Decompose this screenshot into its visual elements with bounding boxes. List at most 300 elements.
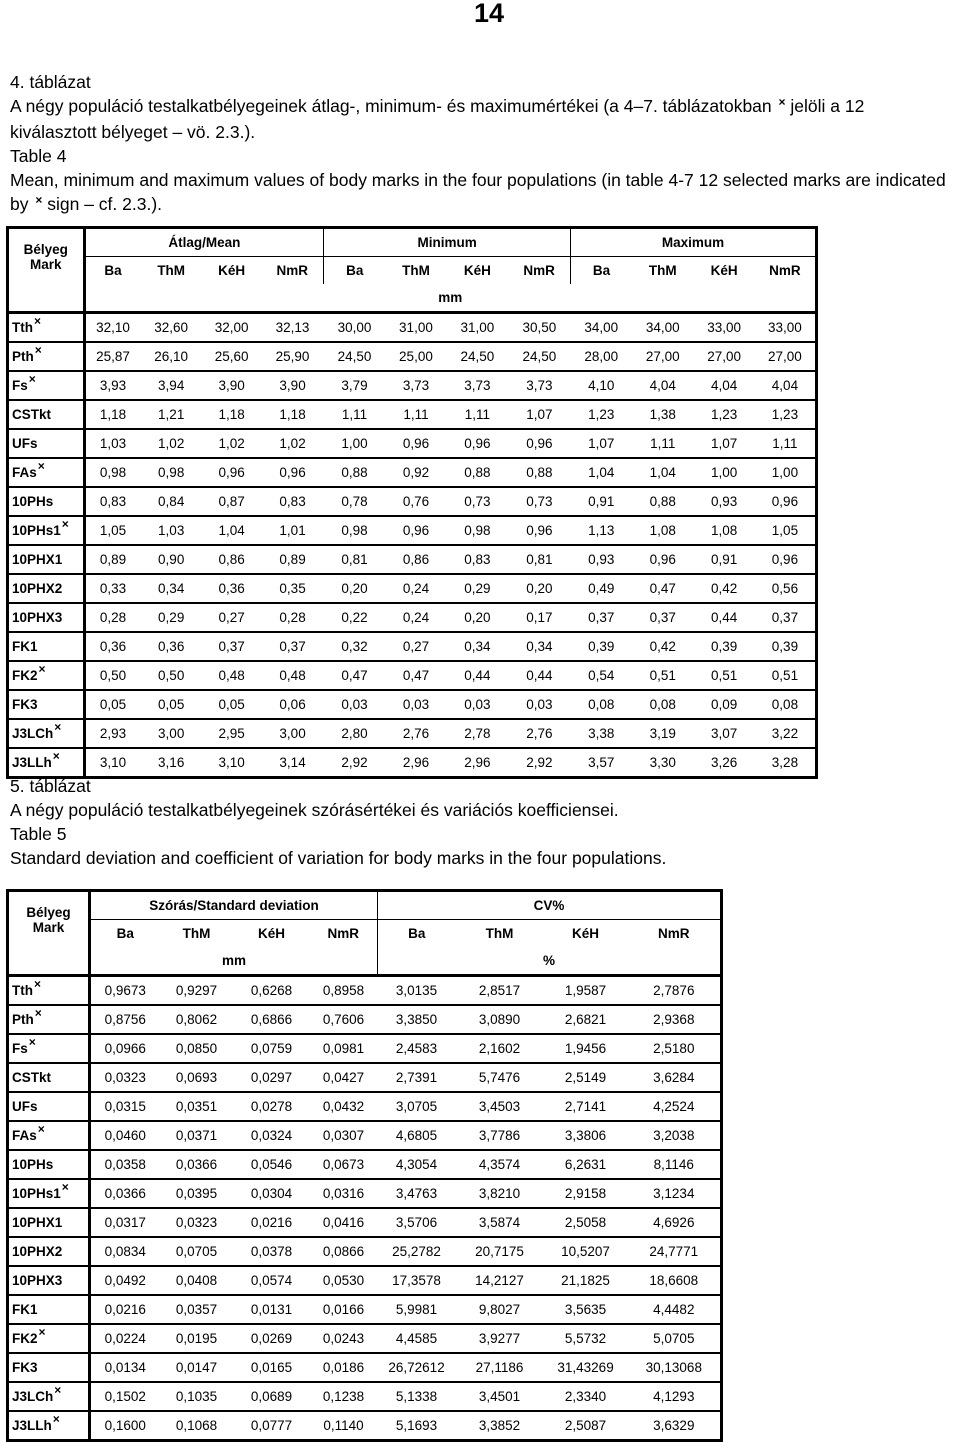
table-row: [8, 1005, 722, 1034]
table-cell: 3,16: [140, 748, 201, 778]
x-mark-icon: ×: [28, 372, 36, 386]
table-row: [8, 1063, 722, 1092]
row-label: J3LLh×: [8, 748, 85, 778]
table-cell: 25,60: [202, 342, 261, 371]
table-cell: 1,02: [140, 429, 201, 458]
table-cell: 0,9297: [160, 976, 234, 1006]
table-cell: 0,1502: [90, 1382, 160, 1411]
group-header-minimum: Minimum: [324, 228, 571, 257]
table-cell: 0,36: [202, 574, 261, 603]
table-cell: 0,42: [693, 574, 754, 603]
table-cell: 0,0166: [310, 1295, 378, 1324]
table-cell: 1,02: [261, 429, 323, 458]
table-row: [8, 1208, 722, 1237]
table-cell: 34,00: [632, 313, 693, 343]
table-cell: 3,28: [755, 748, 817, 778]
table-row: [8, 1034, 722, 1063]
table-cell: 0,0673: [310, 1150, 378, 1179]
table-cell: 0,03: [508, 690, 570, 719]
table-cell: 0,20: [324, 574, 385, 603]
unit-label: mm: [438, 290, 463, 305]
table-cell: 0,0378: [234, 1237, 310, 1266]
table-cell: 3,5635: [544, 1295, 628, 1324]
table-cell: 0,8062: [160, 1005, 234, 1034]
table-cell: 0,96: [385, 516, 446, 545]
table-cell: 3,90: [261, 371, 323, 400]
table-cell: 4,2524: [628, 1092, 722, 1121]
table-cell: 3,2038: [628, 1121, 722, 1150]
table-cell: 6,2631: [544, 1150, 628, 1179]
table-cell: 0,88: [632, 487, 693, 516]
table-cell: 3,73: [385, 371, 446, 400]
table-cell: 0,0216: [90, 1295, 160, 1324]
table-cell: 1,01: [261, 516, 323, 545]
x-mark-icon: ×: [54, 720, 62, 734]
table-cell: 0,96: [447, 429, 508, 458]
table-cell: 0,1035: [160, 1382, 234, 1411]
table-cell: 0,44: [508, 661, 570, 690]
table-cell: 0,0966: [90, 1034, 160, 1063]
table-cell: 0,0574: [234, 1266, 310, 1295]
table-cell: 25,87: [84, 342, 140, 371]
table-cell: 0,1140: [310, 1411, 378, 1441]
table-cell: 0,22: [324, 603, 385, 632]
table-cell: 0,05: [202, 690, 261, 719]
row-label: FAs×: [8, 458, 85, 487]
table-cell: 2,93: [84, 719, 140, 748]
table-cell: 1,00: [324, 429, 385, 458]
table-cell: 1,21: [140, 400, 201, 429]
table-cell: 0,0366: [160, 1150, 234, 1179]
table-cell: 0,37: [632, 603, 693, 632]
table-cell: 5,1338: [378, 1382, 456, 1411]
table-cell: 0,73: [447, 487, 508, 516]
row-label: Pth×: [8, 1005, 90, 1034]
table-cell: 0,84: [140, 487, 201, 516]
table-cell: 3,93: [84, 371, 140, 400]
table-cell: 2,5180: [628, 1034, 722, 1063]
table-cell: 0,91: [571, 487, 632, 516]
table-cell: 1,23: [755, 400, 817, 429]
table-cell: 0,20: [508, 574, 570, 603]
table-cell: 0,1238: [310, 1382, 378, 1411]
table-cell: 0,0366: [90, 1179, 160, 1208]
table-cell: 26,72612: [378, 1353, 456, 1382]
table-cell: 0,54: [571, 661, 632, 690]
x-mark-icon: ×: [34, 1006, 42, 1020]
table-cell: 2,6821: [544, 1005, 628, 1034]
x-mark-icon: ×: [35, 193, 43, 207]
table-cell: 0,81: [324, 545, 385, 574]
table-cell: 0,83: [447, 545, 508, 574]
row-label: 10PHs1×: [8, 1179, 90, 1208]
table-cell: 4,3574: [456, 1150, 544, 1179]
table-cell: 0,98: [324, 516, 385, 545]
table-cell: 27,00: [755, 342, 817, 371]
table-cell: 0,89: [261, 545, 323, 574]
table-cell: 3,4503: [456, 1092, 544, 1121]
x-mark-icon: ×: [54, 1383, 62, 1397]
table-cell: 0,0834: [90, 1237, 160, 1266]
table-cell: 1,11: [755, 429, 817, 458]
table-cell: 1,05: [755, 516, 817, 545]
table-cell: 0,05: [84, 690, 140, 719]
table-cell: 3,26: [693, 748, 754, 778]
table-cell: 1,11: [447, 400, 508, 429]
table-cell: 0,98: [84, 458, 140, 487]
table-cell: 0,0530: [310, 1266, 378, 1295]
table-cell: 0,1068: [160, 1411, 234, 1441]
table-cell: 2,7141: [544, 1092, 628, 1121]
table-cell: 0,47: [632, 574, 693, 603]
unit-label-percent: %: [378, 947, 722, 976]
table-row: [8, 545, 817, 574]
table-cell: 4,4585: [378, 1324, 456, 1353]
table-cell: 26,10: [140, 342, 201, 371]
table-cell: 0,17: [508, 603, 570, 632]
table-cell: 0,0432: [310, 1092, 378, 1121]
table-cell: 27,00: [632, 342, 693, 371]
table-cell: 0,0358: [90, 1150, 160, 1179]
table-cell: 30,00: [324, 313, 385, 343]
row-label: FK2×: [8, 661, 85, 690]
table-cell: 0,96: [508, 429, 570, 458]
column-header: KéH: [257, 926, 285, 941]
table-cell: 0,28: [261, 603, 323, 632]
table-cell: 0,44: [693, 603, 754, 632]
table-cell: 0,0323: [160, 1208, 234, 1237]
table-cell: 21,1825: [544, 1266, 628, 1295]
table-row: [8, 1121, 722, 1150]
table-cell: 1,07: [508, 400, 570, 429]
table-cell: 2,96: [385, 748, 446, 778]
table-cell: 0,0357: [160, 1295, 234, 1324]
row-label: FK2×: [8, 1324, 90, 1353]
table5-title-hu: 5. táblázat: [10, 776, 91, 796]
table-row: [8, 1150, 722, 1179]
table-cell: 4,3054: [378, 1150, 456, 1179]
table-cell: 0,08: [755, 690, 817, 719]
table-cell: 0,0324: [234, 1121, 310, 1150]
table5-text-hu: A négy populáció testalkatbélyegeinek szórásértékei és variációs koefficiensei.: [10, 800, 619, 820]
column-header: KéH: [463, 263, 491, 278]
table-cell: 1,04: [632, 458, 693, 487]
mark-header: Bélyeg Mark: [8, 891, 90, 948]
table-cell: 1,08: [632, 516, 693, 545]
table-row: [8, 690, 817, 719]
table-row: [8, 1179, 722, 1208]
table-cell: 0,0316: [310, 1179, 378, 1208]
table-cell: 0,0323: [90, 1063, 160, 1092]
table-cell: 3,3852: [456, 1411, 544, 1441]
table-cell: 24,50: [324, 342, 385, 371]
table-cell: 0,0195: [160, 1324, 234, 1353]
table-cell: 27,1186: [456, 1353, 544, 1382]
x-mark-icon: ×: [52, 749, 60, 763]
table-cell: 2,92: [508, 748, 570, 778]
table-cell: 0,08: [632, 690, 693, 719]
row-label: CSTkt: [8, 1063, 90, 1092]
table-cell: 34,00: [571, 313, 632, 343]
unit-label-mm: mm: [222, 953, 247, 968]
table-cell: 0,88: [447, 458, 508, 487]
table-cell: 25,90: [261, 342, 323, 371]
table-cell: 3,5874: [456, 1208, 544, 1237]
table-cell: 20,7175: [456, 1237, 544, 1266]
table-cell: 0,98: [447, 516, 508, 545]
table-cell: 32,13: [261, 313, 323, 343]
table4-title-hu: 4. táblázat: [10, 72, 91, 92]
table-cell: 0,96: [385, 429, 446, 458]
table-cell: 0,88: [324, 458, 385, 487]
table-cell: 2,92: [324, 748, 385, 778]
table-cell: 0,24: [385, 603, 446, 632]
table-cell: 0,24: [385, 574, 446, 603]
table4: [6, 226, 818, 779]
table-row: [8, 719, 817, 748]
table-cell: 0,96: [261, 458, 323, 487]
table-cell: 0,47: [324, 661, 385, 690]
table-cell: 0,09: [693, 690, 754, 719]
row-label: FK3: [8, 690, 85, 719]
table-cell: 0,0243: [310, 1324, 378, 1353]
table-cell: 9,8027: [456, 1295, 544, 1324]
table-cell: 31,00: [447, 313, 508, 343]
table-cell: 1,07: [571, 429, 632, 458]
table-cell: 1,23: [571, 400, 632, 429]
table-cell: 0,0408: [160, 1266, 234, 1295]
table-cell: 0,34: [140, 574, 201, 603]
table-row: [8, 1295, 722, 1324]
table-row: [8, 976, 722, 1006]
table-row: [8, 1353, 722, 1382]
table-cell: 33,00: [755, 313, 817, 343]
row-label: CSTkt: [8, 400, 85, 429]
table-cell: 0,37: [755, 603, 817, 632]
table-cell: 4,6805: [378, 1121, 456, 1150]
table-cell: 0,0427: [310, 1063, 378, 1092]
table-row: [8, 1092, 722, 1121]
table-cell: 0,81: [508, 545, 570, 574]
table-cell: 1,9587: [544, 976, 628, 1006]
table-cell: 0,83: [261, 487, 323, 516]
table-cell: 3,4763: [378, 1179, 456, 1208]
x-mark-icon: ×: [52, 1412, 60, 1426]
row-label: 10PHs1×: [8, 516, 85, 545]
column-header: Ba: [378, 920, 456, 948]
table-cell: 1,11: [632, 429, 693, 458]
table-cell: 0,0269: [234, 1324, 310, 1353]
table-row: [8, 1411, 722, 1441]
table-cell: 3,6284: [628, 1063, 722, 1092]
table-cell: 0,27: [385, 632, 446, 661]
table-cell: 5,9981: [378, 1295, 456, 1324]
table-row: [8, 1237, 722, 1266]
table-cell: 0,0134: [90, 1353, 160, 1382]
x-mark-icon: ×: [34, 343, 42, 357]
table-cell: 0,27: [202, 603, 261, 632]
table-cell: 0,8756: [90, 1005, 160, 1034]
table-cell: 1,08: [693, 516, 754, 545]
table-cell: 0,03: [447, 690, 508, 719]
table-cell: 0,96: [755, 545, 817, 574]
group-header-mean: Átlag/Mean: [84, 228, 324, 257]
table-row: [8, 603, 817, 632]
table-cell: 1,02: [202, 429, 261, 458]
table-cell: 3,4501: [456, 1382, 544, 1411]
table-cell: 8,1146: [628, 1150, 722, 1179]
table-cell: 3,0890: [456, 1005, 544, 1034]
table-cell: 1,38: [632, 400, 693, 429]
table-cell: 0,51: [632, 661, 693, 690]
row-label: Tth×: [8, 976, 90, 1006]
row-label: 10PHX1: [8, 1208, 90, 1237]
row-label: J3LCh×: [8, 1382, 90, 1411]
row-label: 10PHX3: [8, 1266, 90, 1295]
table-cell: 1,18: [84, 400, 140, 429]
table-cell: 0,0147: [160, 1353, 234, 1382]
row-label: FK3: [8, 1353, 90, 1382]
table-cell: 25,00: [385, 342, 446, 371]
table-cell: 0,0278: [234, 1092, 310, 1121]
table-cell: 3,00: [140, 719, 201, 748]
table-cell: 0,50: [140, 661, 201, 690]
table-cell: 0,0307: [310, 1121, 378, 1150]
table-cell: 25,2782: [378, 1237, 456, 1266]
table-cell: 0,86: [385, 545, 446, 574]
unit-blank: [8, 284, 85, 313]
row-label: Tth×: [8, 313, 85, 343]
table-cell: 2,9368: [628, 1005, 722, 1034]
table-row: [8, 313, 817, 343]
table-cell: 1,00: [755, 458, 817, 487]
table-cell: 18,6608: [628, 1266, 722, 1295]
table-row: [8, 516, 817, 545]
column-header: NmR: [523, 263, 555, 278]
table-row: [8, 574, 817, 603]
table-cell: 0,92: [385, 458, 446, 487]
column-header: KéH: [710, 263, 738, 278]
table-cell: 0,0224: [90, 1324, 160, 1353]
table-row: [8, 342, 817, 371]
row-label: 10PHX2: [8, 574, 85, 603]
table-cell: 0,37: [202, 632, 261, 661]
table-cell: 0,37: [261, 632, 323, 661]
table-cell: 4,04: [632, 371, 693, 400]
unit-blank: [8, 947, 90, 976]
table-cell: 3,10: [84, 748, 140, 778]
table-cell: 0,48: [261, 661, 323, 690]
table-cell: 2,4583: [378, 1034, 456, 1063]
table-cell: 0,0131: [234, 1295, 310, 1324]
table-cell: 2,7391: [378, 1063, 456, 1092]
table-row: [8, 632, 817, 661]
table-row: [8, 429, 817, 458]
row-label: Pth×: [8, 342, 85, 371]
table-cell: 0,86: [202, 545, 261, 574]
table-cell: 0,96: [632, 545, 693, 574]
column-header: NmR: [769, 263, 801, 278]
group-header-sd: Szórás/Standard deviation: [90, 891, 378, 920]
table-cell: 4,1293: [628, 1382, 722, 1411]
table-cell: 0,39: [571, 632, 632, 661]
table-cell: 0,0546: [234, 1150, 310, 1179]
table-cell: 0,7606: [310, 1005, 378, 1034]
column-header: ThM: [157, 263, 186, 278]
row-label: J3LCh×: [8, 719, 85, 748]
table-cell: 4,4482: [628, 1295, 722, 1324]
table-row: [8, 661, 817, 690]
table-cell: 3,94: [140, 371, 201, 400]
table-cell: 2,76: [508, 719, 570, 748]
table-cell: 0,33: [84, 574, 140, 603]
table-cell: 30,13068: [628, 1353, 722, 1382]
table-cell: 2,3340: [544, 1382, 628, 1411]
table-cell: 2,1602: [456, 1034, 544, 1063]
table-cell: 0,96: [508, 516, 570, 545]
column-header: ThM: [485, 926, 514, 941]
table-cell: 31,00: [385, 313, 446, 343]
table-cell: 0,0416: [310, 1208, 378, 1237]
row-label: 10PHX1: [8, 545, 85, 574]
table-cell: 0,0850: [160, 1034, 234, 1063]
table-cell: 30,50: [508, 313, 570, 343]
table-cell: 0,44: [447, 661, 508, 690]
table-row: [8, 487, 817, 516]
table-cell: 0,0186: [310, 1353, 378, 1382]
table-cell: 1,11: [385, 400, 446, 429]
table-cell: 1,04: [202, 516, 261, 545]
table-cell: 4,04: [693, 371, 754, 400]
x-mark-icon: ×: [37, 459, 45, 473]
column-header: Ba: [571, 257, 632, 285]
row-label: Fs×: [8, 1034, 90, 1063]
table-cell: 0,36: [84, 632, 140, 661]
table-cell: 2,5087: [544, 1411, 628, 1441]
table-cell: 3,38: [571, 719, 632, 748]
table-cell: 0,28: [84, 603, 140, 632]
table-cell: 3,07: [693, 719, 754, 748]
table-cell: 3,9277: [456, 1324, 544, 1353]
column-header: Ba: [104, 263, 122, 278]
table-cell: 0,29: [140, 603, 201, 632]
table5-text-en: Standard deviation and coefficient of variation for body marks in the four populations.: [10, 848, 667, 868]
table-cell: 0,03: [385, 690, 446, 719]
row-label: J3LLh×: [8, 1411, 90, 1441]
table-cell: 28,00: [571, 342, 632, 371]
table-cell: 0,6268: [234, 976, 310, 1006]
table-cell: 0,32: [324, 632, 385, 661]
table-cell: 1,11: [324, 400, 385, 429]
table-cell: 0,96: [202, 458, 261, 487]
row-label: UFs: [8, 429, 85, 458]
table5-title-en: Table 5: [10, 824, 67, 844]
table-cell: 24,7771: [628, 1237, 722, 1266]
table-cell: 1,05: [84, 516, 140, 545]
table-cell: 1,07: [693, 429, 754, 458]
table-cell: 1,00: [693, 458, 754, 487]
table-cell: 0,0304: [234, 1179, 310, 1208]
table-cell: 4,04: [755, 371, 817, 400]
table-cell: 2,7876: [628, 976, 722, 1006]
table-cell: 0,34: [508, 632, 570, 661]
x-mark-icon: ×: [34, 314, 42, 328]
row-label: FAs×: [8, 1121, 90, 1150]
table5-caption: [10, 774, 955, 870]
table-cell: 0,0492: [90, 1266, 160, 1295]
table-cell: 3,3806: [544, 1121, 628, 1150]
table-cell: 0,20: [447, 603, 508, 632]
